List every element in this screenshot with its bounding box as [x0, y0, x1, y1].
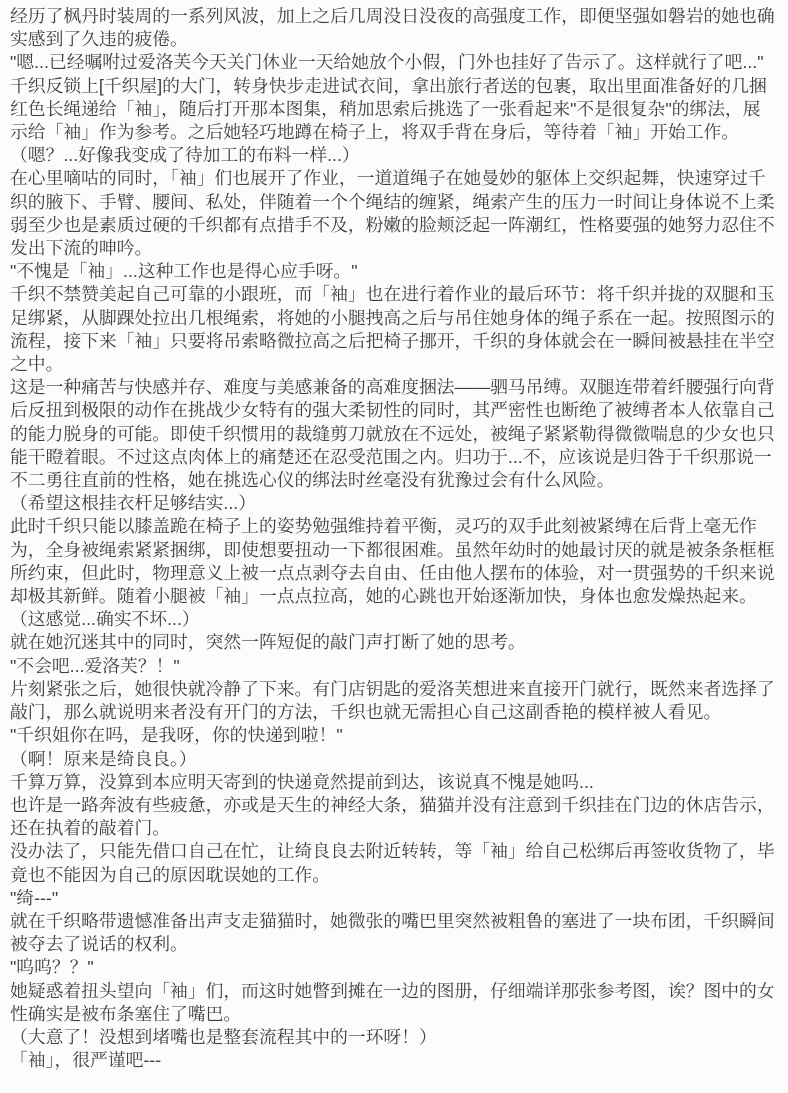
paragraph: 千织不禁赞美起自己可靠的小跟班，而「袖」也在进行着作业的最后环节：将千织并拢的双腿和玉足绑紧，从脚踝处拉出几根绳索，将她的小腿拽高之后与吊住她身体的绳子系在一起。按照图示的流程，接下来「袖」只要将吊索略微拉高之后把椅子挪开，千织的身体就会在一瞬间被悬挂在半空之中。	[10, 284, 775, 375]
paragraph: "呜呜？？"	[10, 957, 94, 978]
paragraph: 「袖」，很严谨吧---	[10, 1050, 162, 1071]
paragraph: "绮---"	[10, 887, 59, 908]
paragraph: 此时千织只能以膝盖跪在椅子上的姿势勉强维持着平衡，灵巧的双手此刻被紧缚在后背上毫无作为，全身被绳索紧紧捆绑，即使想要扭动一下都很困难。虽然年幼时的她最讨厌的就是被条条框框所约束，但此时，物理意义上被一点点剥夺去自由、任由他人摆布的体验，对一贯强势的千织来说却极其新鲜。随着小腿被「袖」一点点拉高，她的心跳也开始逐渐加快，身体也愈发燥热起来。	[10, 516, 775, 607]
paragraph: "嗯...已经嘱咐过爱洛芙今天关门休业一天给她放个小假，门外也挂好了告示了。这样就行了吧..."	[10, 52, 764, 73]
paragraph: （嗯？...好像我变成了待加工的布料一样...）	[10, 145, 360, 166]
paragraph: 这是一种痛苦与快感并存、难度与美感兼备的高难度捆法——驷马吊缚。双腿连带着纤腰强行向背后反扭到极限的动作在挑战少女特有的强大柔韧性的同时，其严密性也断绝了被缚者本人依靠自己的能力脱身的可能。即使千织惯用的裁缝剪刀就放在不远处，被绳子紧紧勒得微微喘息的少女也只能干瞪着眼。不过这点肉体上的痛楚还在忍受范围之内。归功于...不，应该说是归咎于千织那说一不二勇往直前的性格，她在挑选心仪的绑法时丝毫没有犹豫过会有什么风险。	[10, 377, 775, 491]
paragraph: 千织反锁上[千织屋]的大门，转身快步走进试衣间，拿出旅行者送的包裹，取出里面准备好的几捆红色长绳递给「袖」，随后打开那本图集，稍加思索后挑选了一张看起来"不是很复杂"的绑法，展示给「袖」作为参考。之后她轻巧地蹲在椅子上，将双手背在身后，等待着「袖」开始工作。	[10, 75, 767, 143]
paragraph: 她疑惑着扭头望向「袖」们，而这时她瞥到摊在一边的图册，仔细端详那张参考图，诶？图中的女性确实是被布条塞住了嘴巴。	[10, 980, 775, 1024]
paragraph: 经历了枫丹时装周的一系列风波，加上之后几周没日没夜的高强度工作，即便坚强如磐岩的她也确实感到了久违的疲倦。	[10, 6, 775, 50]
paragraph: （大意了！没想到堵嘴也是整套流程其中的一环呀！）	[10, 1026, 437, 1047]
paragraph: 也许是一路奔波有些疲惫，亦或是天生的神经大条，猫猫并没有注意到千织挂在门边的休店告示，还在执着的敲着门。	[10, 794, 775, 839]
paragraph: 片刻紧张之后，她很快就冷静了下来。有门店钥匙的爱洛芙想进来直接开门就行，既然来者选择了敲门，那么就说明来者没有开门的方法，千织也就无需担心自己这副香艳的模样被人看见。	[10, 678, 775, 723]
paragraph: （啊！原来是绮良良。）	[10, 748, 197, 769]
paragraph: "不愧是「袖」...这种工作也是得心应手呀。"	[10, 261, 358, 282]
paragraph: "不会吧...爱洛芙？！"	[10, 655, 180, 676]
paragraph: 在心里嘀咕的同时，「袖」们也展开了作业，一道道绳子在她曼妙的躯体上交织起舞，快速穿过千织的腋下、手臂、腰间、私处，伴随着一个个绳结的缠紧，绳索产生的压力一时间让身体说不上柔弱至少也是素质过硬的千织都有点措手不及，粉嫩的脸颊泛起一阵潮红，性格要强的她努力忍住不发出下流的呻吟。	[10, 168, 775, 259]
paragraph: "千织姐你在吗，是我呀，你的快递到啦！"	[10, 725, 343, 746]
paragraph: （希望这根挂衣杆足够结实...）	[10, 493, 256, 514]
paragraph: 就在千织略带遗憾准备出声支走猫猫时，她微张的嘴巴里突然被粗鲁的塞进了一块布团，千织瞬间被夺去了说话的权利。	[10, 910, 775, 955]
paragraph: （这感觉...确实不坏...）	[10, 609, 200, 630]
paragraph: 千算万算，没算到本应明天寄到的快递竟然提前到达，该说真不愧是她吗...	[10, 771, 594, 792]
paragraph: 没办法了，只能先借口自己在忙，让绮良良去附近转转，等「袖」给自己松绑后再签收货物了，毕竟也不能因为自己的原因耽误她的工作。	[10, 841, 775, 885]
paragraph: 就在她沉迷其中的同时，突然一阵短促的敲门声打断了她的思考。	[10, 632, 526, 653]
